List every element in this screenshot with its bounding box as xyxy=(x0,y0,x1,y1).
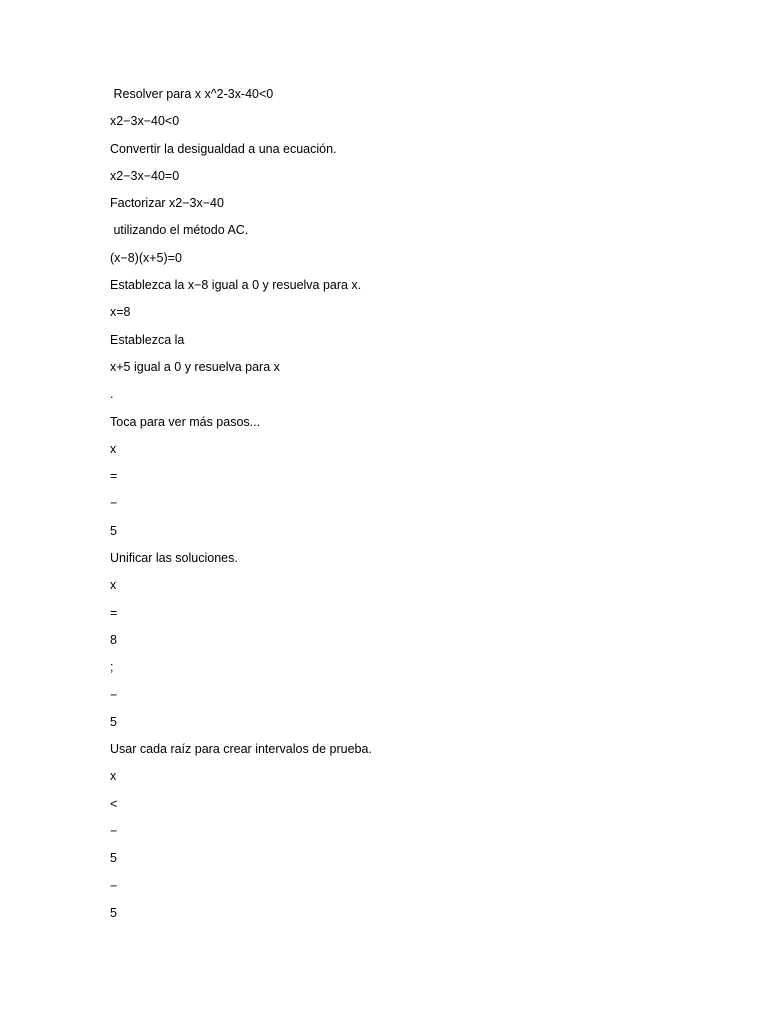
line-x: x xyxy=(110,578,117,593)
line-five: 5 xyxy=(110,851,117,866)
line-inequality: x2−3x−40<0 xyxy=(110,114,180,129)
line-step-ac-method: utilizando el método AC. xyxy=(110,223,249,238)
line-equals: = xyxy=(110,469,118,484)
line-minus: − xyxy=(110,878,118,893)
line-five: 5 xyxy=(110,523,117,538)
line-eight: 8 xyxy=(110,632,117,647)
document-body xyxy=(110,85,372,931)
line-minus: − xyxy=(110,496,118,511)
line-step-set-second-cont: x+5 igual a 0 y resuelva para x xyxy=(110,359,280,374)
line-step-set-first: Establezca la x−8 igual a 0 y resuelva para x. xyxy=(110,278,362,293)
line-step-convert: Convertir la desigualdad a una ecuación. xyxy=(110,141,337,156)
line-x: x xyxy=(110,441,117,456)
line-equation: x2−3x−40=0 xyxy=(110,168,180,183)
line-semicolon: ; xyxy=(110,660,114,675)
line-title: Resolver para x x^2-3x-40<0 xyxy=(110,87,274,101)
line-factored: (x−8)(x+5)=0 xyxy=(110,250,182,265)
line-equals: = xyxy=(110,605,118,620)
line-root-first: x=8 xyxy=(110,305,131,320)
line-five: 5 xyxy=(110,714,117,729)
line-period: . xyxy=(110,387,114,402)
line-x: x xyxy=(110,769,117,784)
line-step-set-second: Establezca la xyxy=(110,332,185,347)
line-five: 5 xyxy=(110,905,117,920)
line-step-intervals: Usar cada raíz para crear intervalos de prueba. xyxy=(110,742,372,757)
line-minus: − xyxy=(110,687,118,702)
line-more-steps[interactable]: Toca para ver más pasos... xyxy=(110,414,261,429)
line-step-factor: Factorizar x2−3x−40 xyxy=(110,196,224,211)
line-step-unify: Unificar las soluciones. xyxy=(110,551,238,566)
line-minus: − xyxy=(110,824,118,839)
line-less-than: < xyxy=(110,796,118,811)
